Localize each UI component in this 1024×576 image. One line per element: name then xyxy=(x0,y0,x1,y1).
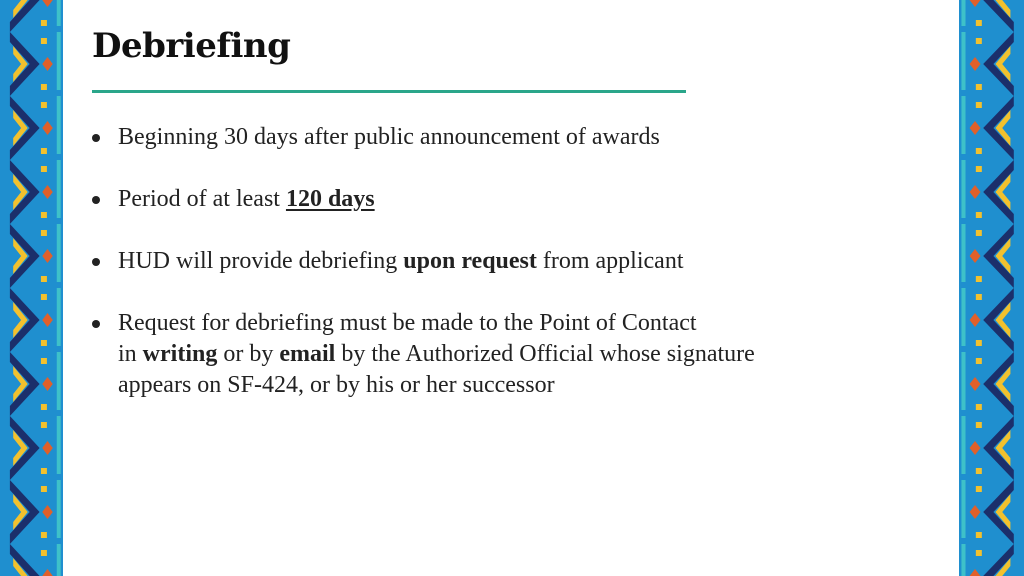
bullet-item-4 xyxy=(92,308,892,401)
bullet-text: appears on SF-424, or by his or her successor xyxy=(118,372,555,398)
bullet-text: HUD will provide debriefing xyxy=(118,248,404,274)
page-title: Debriefing xyxy=(92,26,291,66)
bullet-dot-icon xyxy=(92,196,100,204)
bullet-text: Request for debriefing must be made to the Point of Contact xyxy=(118,310,697,336)
tribal-pattern-right xyxy=(956,0,1024,576)
title-underline-rule xyxy=(92,90,686,93)
bullet-dot-icon xyxy=(92,134,100,142)
right-decorative-border xyxy=(956,0,1024,576)
bullet-text: by the Authorized Official whose signature xyxy=(335,341,755,367)
bullet-item-3 xyxy=(92,246,892,277)
bullet-text: or by xyxy=(217,341,280,367)
bullet-text: Beginning 30 days after public announcement of awards xyxy=(118,124,660,150)
bullet-emphasis: 120 days xyxy=(285,186,375,212)
bullet-dot-icon xyxy=(92,258,100,266)
bullet-dot-icon xyxy=(92,320,100,328)
bullet-text: Period of at least xyxy=(118,186,286,212)
bullet-emphasis: upon request xyxy=(403,248,537,274)
slide-content xyxy=(66,0,956,576)
tribal-pattern-left xyxy=(0,0,66,576)
bullet-item-1 xyxy=(92,122,892,153)
bullet-emphasis-email: email xyxy=(279,341,336,367)
bullet-emphasis-writing: writing xyxy=(142,341,218,367)
bullet-text: from applicant xyxy=(536,248,684,274)
bullet-item-2 xyxy=(92,184,892,215)
left-decorative-border xyxy=(0,0,66,576)
bullet-list xyxy=(92,122,892,432)
bullet-text: in xyxy=(118,341,143,367)
